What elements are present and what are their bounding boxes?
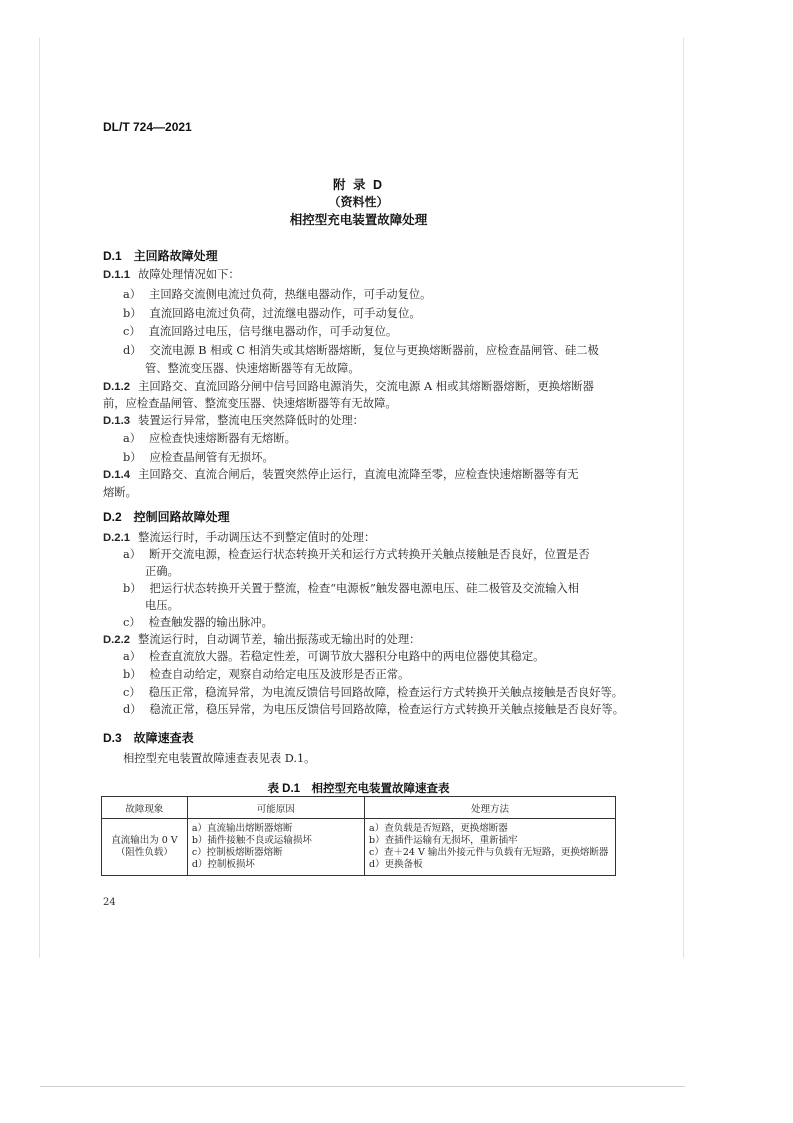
cell-line: d）控制板损坏 [191,859,255,870]
item-text: 检查直流放大器。若稳定性差，可调节放大器积分电路中的两电位器使其稳定。 [149,650,545,663]
clause-text: 整流运行时，手动调压达不到整定值时的处理： [138,531,376,544]
cell-line: d）更换备板 [369,859,423,870]
phenomenon-cell [102,819,188,876]
document-code: DL/T 724—2021 [103,120,192,134]
list-item [123,325,397,339]
clause-continuation: 前，应检查晶闸管、整流变压器、快速熔断器等有无故障。 [103,397,397,410]
list-item-continuation: 正确。 [145,565,179,578]
item-text: 稳流正常，稳压异常，为电压反馈信号回路故障，检查运行方式转换开关触点接触是否良好等。 [149,703,625,716]
clause-number: D.2.1 [103,532,131,544]
item-marker: a） [123,288,142,301]
cell-line: a）直流输出熔断器熔断 [191,823,293,834]
clause-d114 [103,468,579,482]
column-header: 故障现象 [102,797,188,819]
list-item-continuation: 管、整流变压器、快速熔断器等有无故障。 [145,362,360,375]
clause-number: D.2.2 [103,634,131,646]
item-text: 应检查快速熔断器有无熔断。 [149,432,296,445]
clause-number: D.1.2 [103,381,131,393]
list-item [123,307,421,321]
clause-text: 装置运行异常，整流电压突然降低时的处理： [138,414,364,427]
appendix-note: （资料性） [328,195,389,209]
paragraph: 相控型充电装置故障速查表见表 D.1。 [123,752,316,765]
table-row [102,819,616,876]
item-marker: d） [123,344,142,357]
list-item [123,548,590,562]
clause-continuation: 熔断。 [103,486,137,499]
item-marker: b） [123,668,142,681]
clause-d111 [103,268,240,282]
clause-number: D.1.4 [103,469,131,481]
item-text: 断开交流电源，检查运行状态转换开关和运行方式转换开关触点接触是否良好，位置是否 [149,548,590,561]
table-title: 表 D.1 相控型充电装置故障速查表 [267,783,450,795]
item-marker: c） [123,325,141,338]
cell-line: b）插件接触不良或运输损坏 [191,835,312,846]
item-text: 稳压正常，稳流异常，为电流反馈信号回路故障，检查运行方式转换开关触点接触是否良好等。 [148,686,624,699]
item-text: 直流回路电流过负荷，过流继电器动作，可手动复位。 [149,307,421,320]
item-text: 检查触发器的输出脉冲。 [148,616,273,629]
list-item-continuation: 电压。 [145,599,179,612]
section-heading-d2: D.2 控制回路故障处理 [103,510,230,524]
clause-number: D.1.1 [103,269,131,281]
cell-line: c）查＋24 V 输出外接元件与负载有无短路，更换熔断器 [369,847,609,858]
list-item [123,703,624,717]
list-item [123,650,544,664]
cell-line: 直流输出为 0 V [111,835,178,846]
appendix-title: 附 录 D [333,178,384,192]
list-item [123,451,274,465]
page-number: 24 [103,897,116,908]
table-header-row [102,797,616,819]
clause-d222 [103,633,420,647]
item-marker: c） [123,686,141,699]
cell-line: （阻性负载） [115,847,173,858]
item-text: 交流电源 B 相或 C 相消失或其熔断器熔断，复位与更换熔断器前，应检查晶闸管、硅二极 [149,344,599,357]
clause-d112 [103,380,594,394]
item-text: 把运行状态转换开关置于整流，检查“电源板”触发器电源电压、硅二极管及交流输入相 [149,582,580,595]
item-text: 应检查晶闸管有无损坏。 [149,451,274,464]
section-heading-d1: D.1 主回路故障处理 [103,249,218,263]
list-item [123,288,431,302]
list-item [123,344,599,358]
clause-text: 主回路交、直流回路分闸中信号回路电源消失，交流电源 A 相或其熔断器熔断，更换熔断器 [138,380,594,393]
appendix-subtitle: 相控型充电装置故障处理 [289,213,428,227]
item-marker: b） [123,582,142,595]
clause-d113 [103,414,364,428]
cell-line: b）查插件运输有无损坏，重新插牢 [369,835,518,846]
item-marker: d） [123,703,142,716]
list-item [123,686,623,700]
clause-text: 整流运行时，自动调节差，输出振荡或无输出时的处理： [138,633,421,646]
column-header: 处理方法 [365,797,616,819]
action-cell [365,819,616,876]
item-marker: a） [123,650,142,663]
fault-table [101,796,616,876]
item-text: 直流回路过电压，信号继电器动作，可手动复位。 [148,325,398,338]
page-edge-bottom [40,1086,685,1087]
column-header: 可能原因 [187,797,364,819]
list-item [123,616,273,630]
cell-line: c）控制板熔断器熔断 [191,847,283,858]
item-text: 检查自动给定，观察自动给定电压及波形是否正常。 [149,668,410,681]
cause-cell [187,819,364,876]
item-marker: b） [123,451,142,464]
clause-number: D.1.3 [103,415,131,427]
item-marker: a） [123,548,142,561]
list-item [123,582,579,596]
list-item [123,432,296,446]
section-heading-d3: D.3 故障速查表 [103,731,194,745]
clause-d221 [103,531,375,545]
clause-text: 故障处理情况如下： [138,268,240,281]
item-text: 主回路交流侧电流过负荷，热继电器动作，可手动复位。 [149,288,432,301]
item-marker: c） [123,616,141,629]
clause-text: 主回路交、直流合闸后，装置突然停止运行，直流电流降至零，应检查快速熔断器等有无 [138,468,579,481]
item-marker: a） [123,432,142,445]
item-marker: b） [123,307,142,320]
list-item [123,668,409,682]
cell-line: a）查负载是否短路，更换熔断器 [369,823,508,834]
